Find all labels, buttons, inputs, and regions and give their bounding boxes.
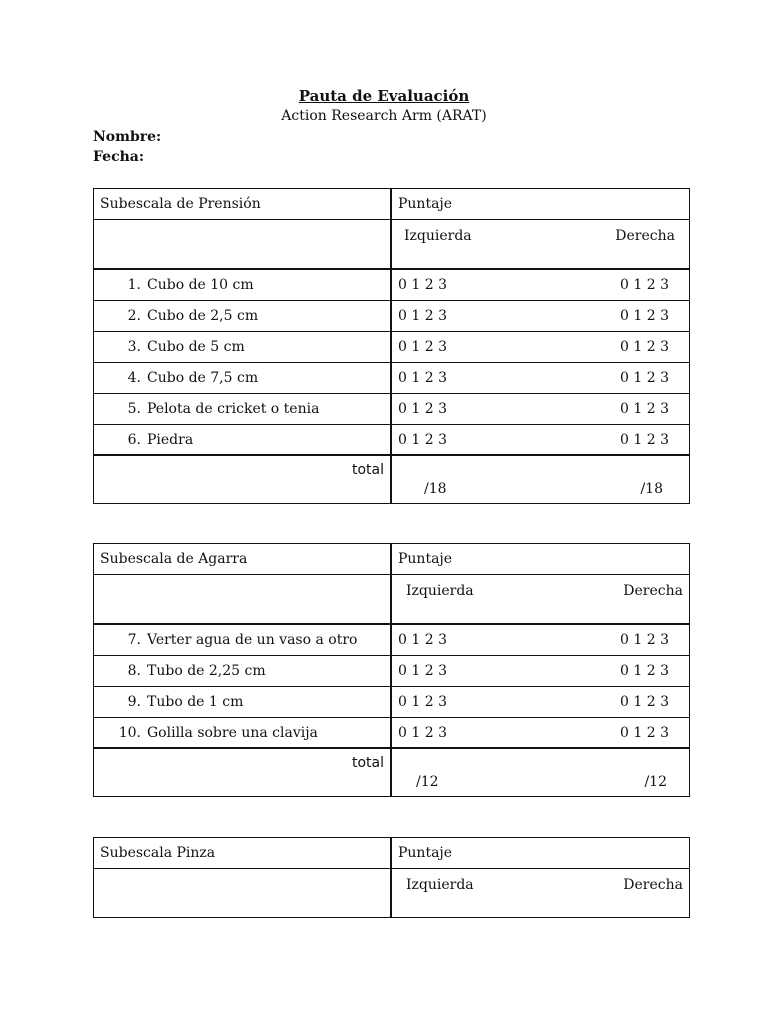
total-label: total bbox=[351, 462, 384, 478]
table-agarra bbox=[93, 543, 690, 797]
derecha-label: Derecha bbox=[623, 583, 683, 599]
item-number: 7. bbox=[127, 632, 141, 648]
item-text: Tubo de 1 cm bbox=[147, 693, 244, 710]
score-left[interactable]: 0 1 2 3 bbox=[398, 369, 447, 386]
item-number: 2. bbox=[127, 307, 141, 324]
nombre-label: Nombre: bbox=[93, 129, 162, 145]
item-text: Verter agua de un vaso a otro bbox=[147, 632, 358, 648]
score-left[interactable]: 0 1 2 3 bbox=[398, 400, 447, 417]
puntaje-header: Puntaje bbox=[391, 838, 690, 869]
section-header-row bbox=[94, 544, 690, 575]
table-prension bbox=[93, 188, 690, 504]
score-right[interactable]: 0 1 2 3 bbox=[620, 369, 669, 386]
item-text: Cubo de 2,5 cm bbox=[147, 307, 259, 324]
fecha-label: Fecha: bbox=[93, 149, 145, 165]
score-left[interactable]: 0 1 2 3 bbox=[398, 338, 447, 355]
document-subtitle: Action Research Arm (ARAT) bbox=[281, 108, 487, 124]
side-labels-row bbox=[94, 575, 690, 625]
item-number: 1. bbox=[127, 277, 141, 293]
item-text: Piedra bbox=[147, 431, 194, 448]
total-max-left: /12 bbox=[416, 773, 439, 790]
table-row bbox=[94, 717, 690, 748]
table-row bbox=[94, 269, 690, 300]
izquierda-label: Izquierda bbox=[406, 877, 474, 893]
score-right[interactable]: 0 1 2 3 bbox=[620, 632, 669, 648]
score-left[interactable]: 0 1 2 3 bbox=[398, 431, 447, 448]
document-header bbox=[0, 86, 768, 126]
izquierda-label: Izquierda bbox=[406, 583, 474, 599]
item-text: Cubo de 5 cm bbox=[147, 338, 245, 355]
table-pinza bbox=[93, 837, 690, 918]
izquierda-label: Izquierda bbox=[404, 228, 472, 244]
item-number: 4. bbox=[127, 369, 141, 386]
item-number: 10. bbox=[118, 724, 141, 741]
item-text: Pelota de cricket o tenia bbox=[147, 400, 320, 417]
score-left[interactable]: 0 1 2 3 bbox=[398, 277, 447, 293]
item-number: 5. bbox=[127, 400, 141, 417]
item-number: 8. bbox=[127, 662, 141, 679]
score-right[interactable]: 0 1 2 3 bbox=[620, 400, 669, 417]
table-row bbox=[94, 362, 690, 393]
score-left[interactable]: 0 1 2 3 bbox=[398, 693, 447, 710]
puntaje-header: Puntaje bbox=[391, 189, 690, 220]
document-title: Pauta de Evaluación bbox=[298, 87, 470, 105]
section-name: Subescala de Prensión bbox=[94, 189, 392, 220]
item-number: 3. bbox=[127, 338, 141, 355]
score-right[interactable]: 0 1 2 3 bbox=[620, 431, 669, 448]
score-left[interactable]: 0 1 2 3 bbox=[398, 632, 447, 648]
total-label: total bbox=[351, 755, 384, 771]
item-number: 6. bbox=[127, 431, 141, 448]
side-labels-row bbox=[94, 869, 690, 918]
side-labels-row bbox=[94, 220, 690, 270]
puntaje-header: Puntaje bbox=[391, 544, 690, 575]
table-row bbox=[94, 331, 690, 362]
table-row bbox=[94, 624, 690, 655]
score-right[interactable]: 0 1 2 3 bbox=[620, 307, 669, 324]
derecha-label: Derecha bbox=[623, 877, 683, 893]
table-row bbox=[94, 655, 690, 686]
total-max-left: /18 bbox=[424, 480, 447, 497]
table-row bbox=[94, 686, 690, 717]
score-right[interactable]: 0 1 2 3 bbox=[620, 724, 669, 741]
item-text: Golilla sobre una clavija bbox=[147, 724, 318, 741]
derecha-label: Derecha bbox=[615, 228, 675, 244]
score-right[interactable]: 0 1 2 3 bbox=[620, 338, 669, 355]
section-name: Subescala Pinza bbox=[94, 838, 392, 869]
section-header-row bbox=[94, 838, 690, 869]
score-left[interactable]: 0 1 2 3 bbox=[398, 307, 447, 324]
item-text: Cubo de 7,5 cm bbox=[147, 369, 259, 386]
total-row bbox=[94, 748, 690, 796]
score-right[interactable]: 0 1 2 3 bbox=[620, 277, 669, 293]
score-right[interactable]: 0 1 2 3 bbox=[620, 662, 669, 679]
score-left[interactable]: 0 1 2 3 bbox=[398, 724, 447, 741]
total-max-right: /12 bbox=[644, 773, 667, 790]
section-name: Subescala de Agarra bbox=[94, 544, 392, 575]
item-text: Tubo de 2,25 cm bbox=[147, 662, 266, 679]
score-right[interactable]: 0 1 2 3 bbox=[620, 693, 669, 710]
item-number: 9. bbox=[127, 693, 141, 710]
total-row bbox=[94, 455, 690, 503]
score-left[interactable]: 0 1 2 3 bbox=[398, 662, 447, 679]
item-text: Cubo de 10 cm bbox=[147, 277, 254, 293]
section-header-row bbox=[94, 189, 690, 220]
table-row bbox=[94, 424, 690, 455]
table-row bbox=[94, 393, 690, 424]
total-max-right: /18 bbox=[640, 480, 663, 497]
table-row bbox=[94, 300, 690, 331]
